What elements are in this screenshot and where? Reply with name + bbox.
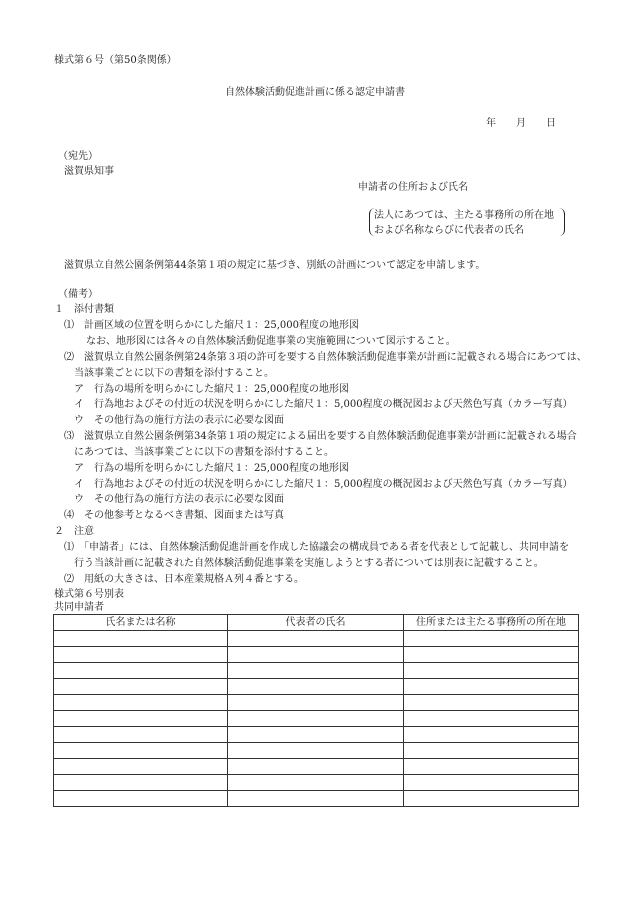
name-cell[interactable] <box>54 791 228 807</box>
table-row <box>54 743 579 759</box>
remarks-line: イ 行為地およびその付近の状況を明らかにした縮尺１：5,000程度の概況図および天然色写真（カラー写真） <box>74 479 573 490</box>
corporate-note-line-2: および名称ならびに代表者の氏名 <box>374 225 524 236</box>
appendix-title: 様式第６号別表 <box>54 589 124 600</box>
representative-cell[interactable] <box>228 791 404 807</box>
representative-cell[interactable] <box>228 663 404 679</box>
remarks-line: ⑷ その他参考となるべき書類、図面または写真 <box>64 510 284 521</box>
representative-cell[interactable] <box>228 631 404 647</box>
name-cell[interactable] <box>54 631 228 647</box>
addressee-name: 滋賀県知事 <box>64 166 114 177</box>
remarks-line: ア 行為の場所を明らかにした縮尺１：25,000程度の地形図 <box>74 463 349 474</box>
table-row <box>54 759 579 775</box>
name-cell[interactable] <box>54 759 228 775</box>
form-number: 様式第６号（第50条関係） <box>54 55 177 66</box>
appendix-subtitle: 共同申請者 <box>54 602 104 613</box>
name-cell[interactable] <box>54 695 228 711</box>
remarks-line: ⑴ 計画区域の位置を明らかにした縮尺１：25,000程度の地形図 <box>64 320 359 331</box>
remarks-line: １ 添付書類 <box>54 304 114 315</box>
name-cell[interactable] <box>54 743 228 759</box>
name-cell[interactable] <box>54 711 228 727</box>
table-row <box>54 711 579 727</box>
representative-cell[interactable] <box>228 759 404 775</box>
applicant-label: 申請者の住所および氏名 <box>358 182 468 193</box>
name-cell[interactable] <box>54 679 228 695</box>
table-row <box>54 775 579 791</box>
remarks-line: にあつては、当該事業ごとに以下の書類を添付すること。 <box>74 447 334 458</box>
table-row <box>54 631 579 647</box>
remarks-line: ２ 注意 <box>54 526 94 537</box>
name-cell[interactable] <box>54 663 228 679</box>
remarks-line: ウ その他行為の施行方法の表示に必要な図面 <box>74 494 284 505</box>
remarks-line: ⑴ 「申請者」には、自然体験活動促進計画を作成した協議会の構成員である者を代表として記載し、共同申請を <box>64 542 569 553</box>
remarks-line: （備考） <box>58 289 98 300</box>
table-row <box>54 679 579 695</box>
address-cell[interactable] <box>404 679 579 695</box>
remarks-line: ウ その他行為の施行方法の表示に必要な図面 <box>74 415 284 426</box>
table-row <box>54 695 579 711</box>
address-cell[interactable] <box>404 743 579 759</box>
address-cell[interactable] <box>404 791 579 807</box>
address-cell[interactable] <box>404 631 579 647</box>
remarks-line: ⑶ 滋賀県立自然公園条例第34条第１項の規定による届出を要する自然体験活動促進事業が計画に記載される場合 <box>64 431 577 442</box>
remarks-line: なお、地形図には各々の自然体験活動促進事業の実施範囲について図示すること。 <box>86 336 456 347</box>
name-cell[interactable] <box>54 647 228 663</box>
representative-cell[interactable] <box>228 711 404 727</box>
table-row <box>54 791 579 807</box>
table-row <box>54 647 579 663</box>
table-row <box>54 727 579 743</box>
table-header-row <box>54 615 579 631</box>
document-title: 自然体験活動促進計画に係る認定申請書 <box>225 87 405 98</box>
column-header-representative: 代表者の氏名 <box>228 615 404 631</box>
application-statement: 滋賀県立自然公園条例第44条第１項の規定に基づき、別紙の計画について認定を申請します。 <box>64 260 486 271</box>
remarks-line: ⑵ 滋賀県立自然公園条例第24条第３項の許可を要する自然体験活動促進事業が計画に記載される場合にあつては、 <box>64 352 587 363</box>
remarks-line: 行う当該計画に記載された自然体験活動促進事業を実施しようとする者については別表に記載すること。 <box>74 558 544 569</box>
representative-cell[interactable] <box>228 743 404 759</box>
name-cell[interactable] <box>54 775 228 791</box>
address-cell[interactable] <box>404 775 579 791</box>
remarks-line: ア 行為の場所を明らかにした縮尺１：25,000程度の地形図 <box>74 384 349 395</box>
address-cell[interactable] <box>404 759 579 775</box>
addressee-label: （宛先） <box>58 151 98 162</box>
remarks-line: 当該事業ごとに以下の書類を添付すること。 <box>74 368 274 379</box>
representative-cell[interactable] <box>228 775 404 791</box>
address-cell[interactable] <box>404 647 579 663</box>
representative-cell[interactable] <box>228 695 404 711</box>
remarks-line: イ 行為地およびその付近の状況を明らかにした縮尺１：5,000程度の概況図および天然色写真（カラー写真） <box>74 399 573 410</box>
remarks-line: ⑵ 用紙の大きさは、日本産業規格Ａ列４番とする。 <box>64 574 304 585</box>
address-cell[interactable] <box>404 711 579 727</box>
address-cell[interactable] <box>404 663 579 679</box>
corporate-note-line-1: 法人にあつては、主たる事務所の所在地 <box>374 210 554 221</box>
representative-cell[interactable] <box>228 679 404 695</box>
representative-cell[interactable] <box>228 727 404 743</box>
table-row <box>54 663 579 679</box>
address-cell[interactable] <box>404 727 579 743</box>
column-header-name: 氏名または名称 <box>54 615 228 631</box>
representative-cell[interactable] <box>228 647 404 663</box>
name-cell[interactable] <box>54 727 228 743</box>
joint-applicants-table <box>53 614 579 807</box>
address-cell[interactable] <box>404 695 579 711</box>
column-header-address: 住所または主たる事務所の所在地 <box>404 615 579 631</box>
date-fields: 年 月 日 <box>486 118 556 129</box>
